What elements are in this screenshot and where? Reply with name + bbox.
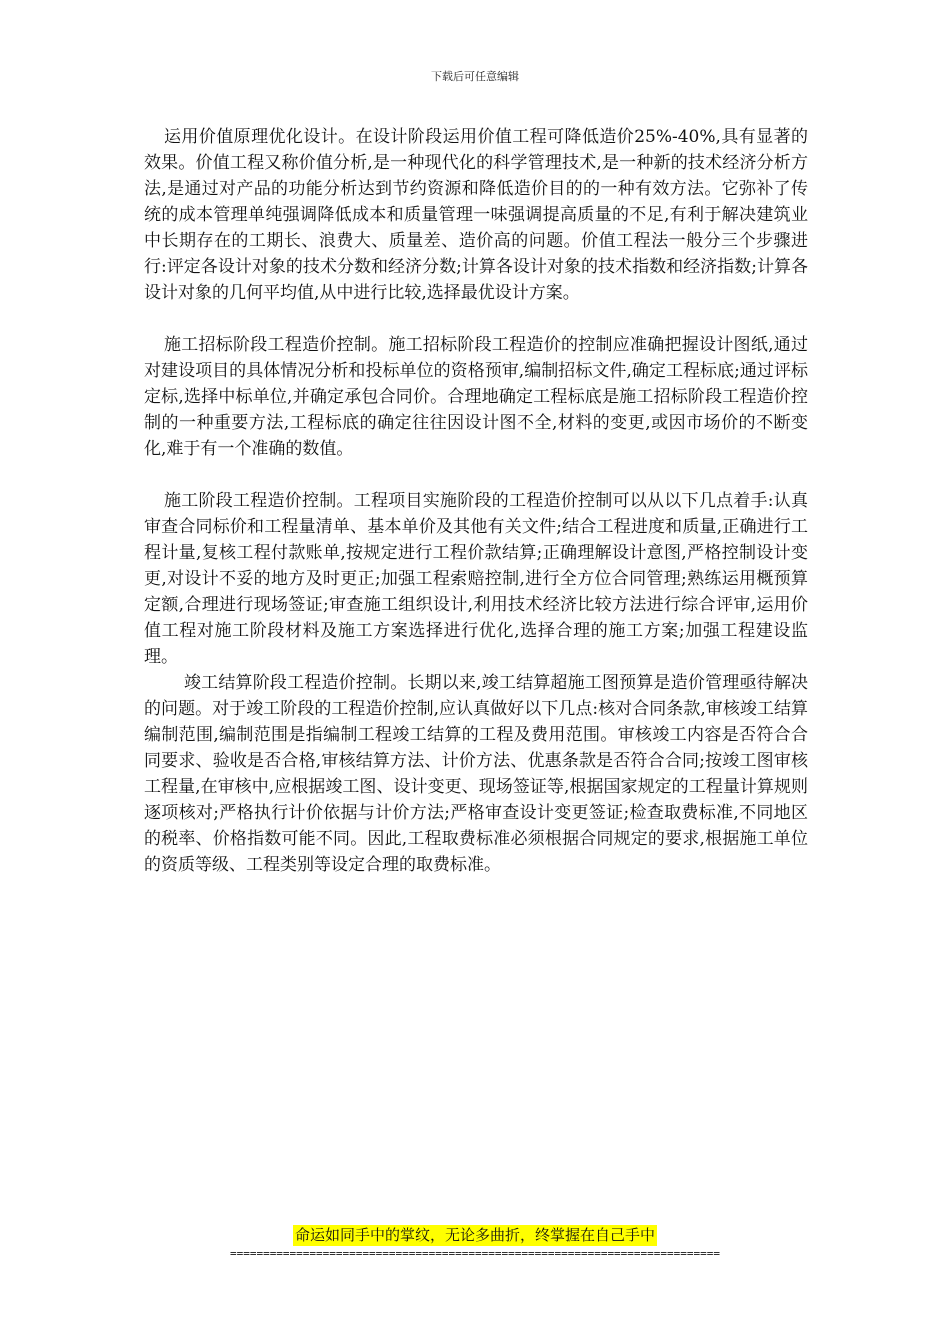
- page-footer: [0, 1225, 950, 1260]
- footer-divider: ==========================================================================: [229, 1248, 721, 1260]
- paragraph-bidding-stage: 施工招标阶段工程造价控制。施工招标阶段工程造价的控制应准确把握设计图纸,通过对建设项目的具体情况分析和投标单位的资格预审,编制招标文件,确定工程标底;通过评标定标,选择中标单位,并确定承包合同价。合理地确定工程标底是施工招标阶段工程造价控制的一种重要方法,工程标底的确定往往因设计图不全,材料的变更,或因市场价的不断变化,难于有一个准确的数值。: [144, 335, 808, 459]
- paragraph-value-engineering: 运用价值原理优化设计。在设计阶段运用价值工程可降低造价25%-40%,具有显著的效果。价值工程又称价值分析,是一种现代化的科学管理技术,是一种新的技术经济分析方法,是通过对产品的功能分析达到节约资源和降低造价目的的一种有效方法。它弥补了传统的成本管理单纯强调降低成本和质量管理一味强调提高质量的不足,有利于解决建筑业中长期存在的工期长、浪费大、质量差、造价高的问题。价值工程法一般分三个步骤进行:评定各设计对象的技术分数和经济分数;计算各设计对象的技术指数和经济指数;计算各设计对象的几何平均值,从中进行比较,选择最优设计方案。: [144, 127, 808, 303]
- footer-motto: 命运如同手中的掌纹，无论多曲折，终掌握在自己手中: [294, 1226, 655, 1244]
- document-body: [144, 124, 808, 878]
- page-header: 下载后可任意编辑: [431, 70, 519, 83]
- paragraph-construction-stage: 施工阶段工程造价控制。工程项目实施阶段的工程造价控制可以从以下几点着手:认真审查合同标价和工程量清单、基本单价及其他有关文件;结合工程进度和质量,正确进行工程计量,复核工程付款账单,按规定进行工程价款结算;正确理解设计意图,严格控制设计变更,对设计不妥的地方及时更正;加强工程索赔控制,进行全方位合同管理;熟练运用概预算定额,合理进行现场签证;审查施工组织设计,利用技术经济比较方法进行综合评审,运用价值工程对施工阶段材料及施工方案选择进行优化,选择合理的施工方案;加强工程建设监理。: [144, 491, 808, 667]
- paragraph-completion-settlement: 竣工结算阶段工程造价控制。长期以来,竣工结算超施工图预算是造价管理亟待解决的问题。对于竣工阶段的工程造价控制,应认真做好以下几点:核对合同条款,审核竣工结算编制范围,编制范围是指编制工程竣工结算的工程及费用范围。审核竣工内容是否符合合同要求、验收是否合格,审核结算方法、计价方法、优惠条款是否符合合同;按竣工图审核工程量,在审核中,应根据竣工图、设计变更、现场签证等,根据国家规定的工程量计算规则逐项核对;严格执行计价依据与计价方法;严格审查设计变更签证;检查取费标准,不同地区的税率、价格指数可能不同。因此,工程取费标准必须根据合同规定的要求,根据施工单位的资质等级、工程类别等设定合理的取费标准。: [144, 673, 808, 875]
